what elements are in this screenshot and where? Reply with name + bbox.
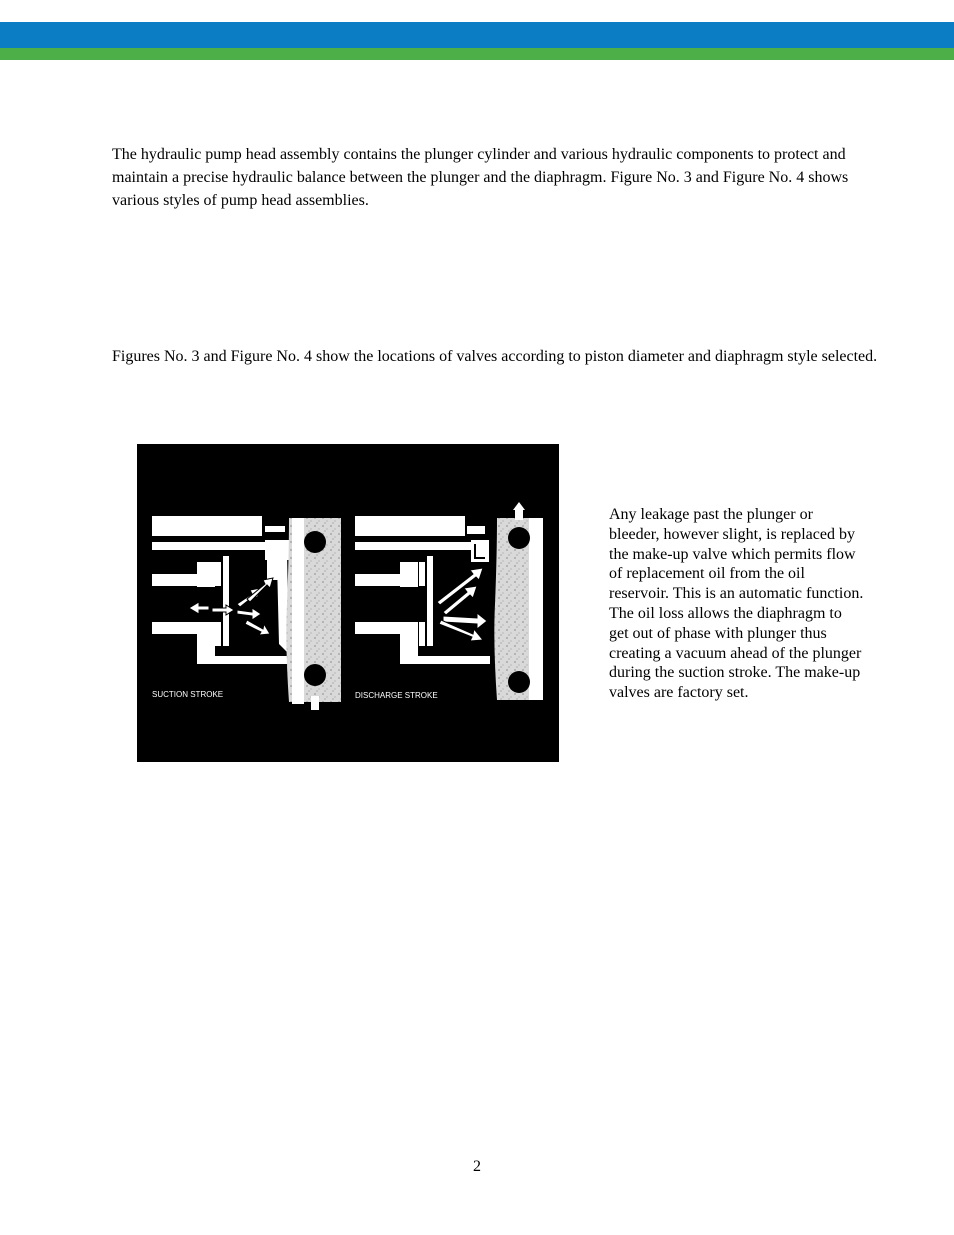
header-green-band (0, 48, 954, 60)
discharge-stroke-label: DISCHARGE STROKE (355, 691, 438, 700)
valves-paragraph: Figures No. 3 and Figure No. 4 show the locations of valves according to piston diameter and diaphragm style selected. (112, 348, 878, 365)
suction-stroke-label: SUCTION STROKE (152, 690, 224, 699)
page-number: 2 (473, 1158, 481, 1175)
header-blue-band (0, 22, 954, 48)
pump-head-figure (137, 444, 559, 762)
make-up-valve-text: Any leakage past the plunger or bleeder, however slight, is replaced by the make-up valve which permits flow of replacement oil from the oil reservoir. This is an automatic function. The oil loss allows the diaphragm to get out of phase with plunger thus creating a vacuum ahead of the plunger during the suction stroke. The make-up valves are factory set. (609, 506, 864, 702)
intro-paragraph: The hydraulic pump head assembly contains the plunger cylinder and various hydraulic components to protect and maintain a precise hydraulic balance between the plunger and the diaphragm. Figure No. 3 and Figure No. 4 shows various styles of pump head assemblies. (112, 146, 849, 209)
